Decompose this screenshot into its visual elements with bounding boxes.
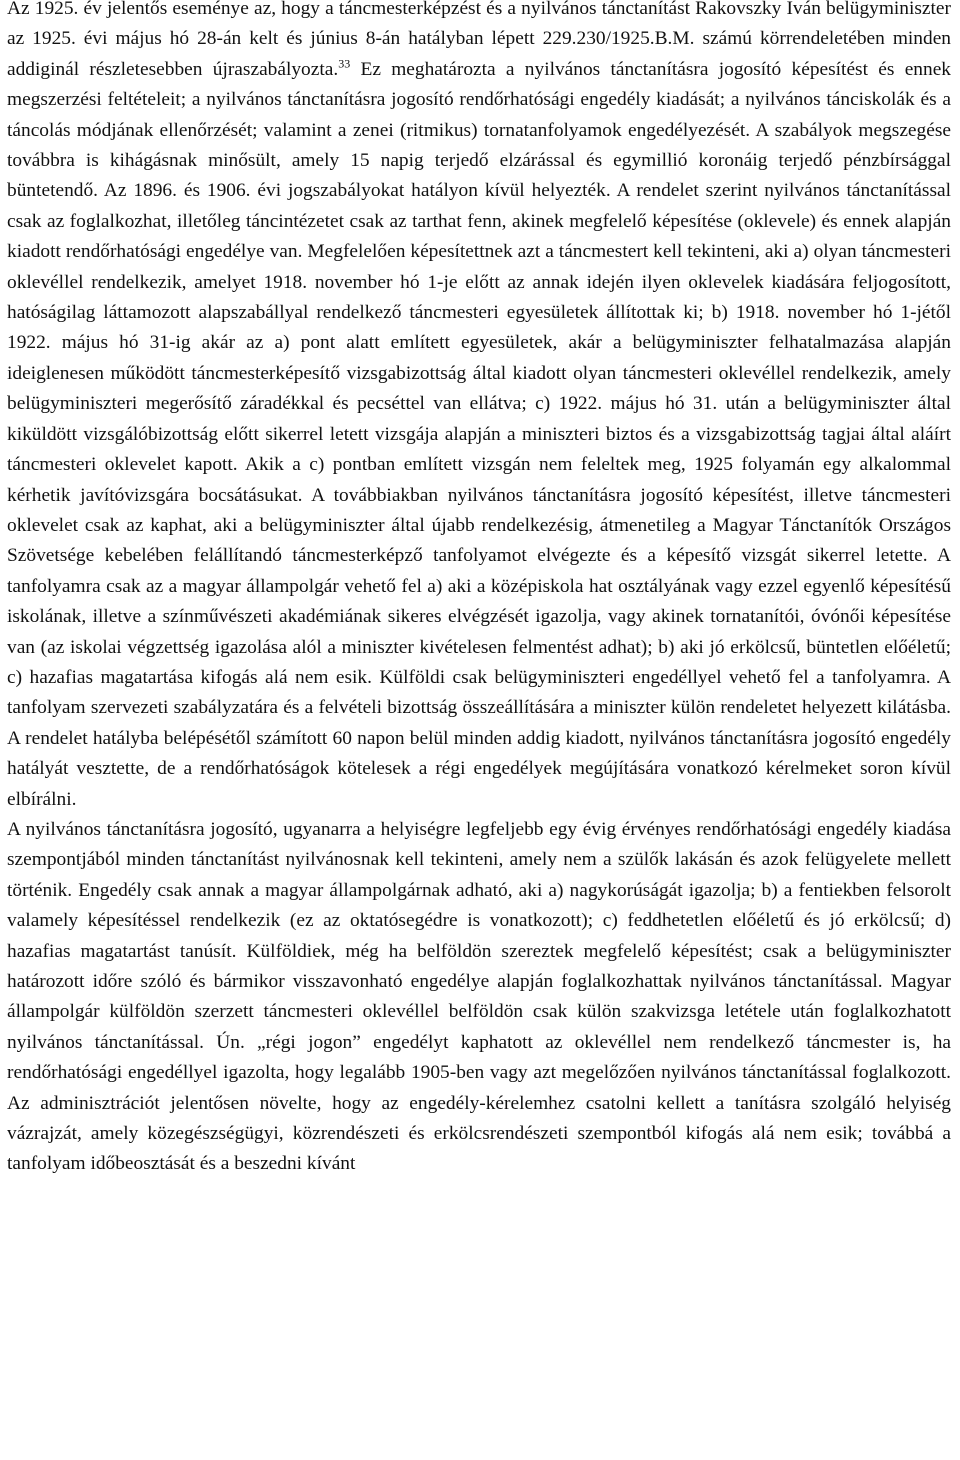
paragraph-2	[7, 815, 951, 1180]
footnote-reference[interactable]: 33	[338, 56, 351, 71]
paragraph-2-text: A nyilvános tánctanításra jogosító, ugyanarra a helyiségre legfeljebb egy évig érvényes rendőrhatósági engedély kiadása szempontjából minden tánctanítást nyilvánosnak kell tekinteni, amely nem a szülők lakásán és azok felügyelete mellett történik. Engedély csak annak a magyar állampolgárnak adható, aki a) nagykorúságát igazolja; b) a fentiekben felsorolt valamely képesítéssel rendelkezik (ez az oktatósegédre is vonatkozott); c) feddhetetlen előéletű és jó erkölcsű; d) hazafias magatartást tanúsít. Külföldiek, még ha belföldön szereztek megfelelő képesítést; csak a belügyminiszter határozott időre szóló és bármikor visszavonható engedélye alapján foglalkozhattak nyilvános tánctanítással. Magyar állampolgár külföldön szerzett táncmesteri oklevéllel belföldön csak külön szakvizsga letétele után foglalkozhatott nyilvános tánctanítással. Ún. „régi jogon” engedélyt kaphatott az oklevéllel nem rendelkező táncmester is, ha rendőrhatósági engedéllyel igazolta, hogy legalább 1905-ben vagy azt megelőzően nyilvános tánctanítással foglalkozott. Az adminisztrációt jelentősen növelte, hogy az engedély-kérelemhez csatolni kellett a tanításra szolgáló helyiség vázrajzát, amely közegészségügyi, közrendészeti és erkölcsrendészeti szempontból kifogás alá nem esik; továbbá a tanfolyam időbeosztását és a beszedni kívánt	[7, 818, 951, 1175]
paragraph-1	[7, 0, 951, 815]
paragraph-1-text-start: Az 1925. év jelentős eseménye az, hogy a táncmesterképzést és a nyilvános tánctanítást Rakovszky Iván belügyminiszter az 1925. évi május hó 28-án kelt és június 8-án hatályban lépett 229.230/1925.B.M. számú körrendeletében minden addiginál részletesebben újraszabályozta.	[7, 0, 951, 80]
paragraph-1-text-rest: Ez meghatározta a nyilvános tánctanításra jogosító képesítést és ennek megszerzési feltételeit; a nyilvános tánctanításra jogosító rendőrhatósági engedély kiadását; a nyilvános tánciskolák és a táncolás módjának ellenőrzését; valamint a zenei (ritmikus) tornatanfolyamok engedélyezését. A szabályok megszegése továbbra is kihágásnak minősült, amely 15 napig terjedő elzárással és egymillió koronáig terjedő pénzbírsággal büntetendő. Az 1896. és 1906. évi jogszabályokat hatályon kívül helyezték. A rendelet szerint nyilvános tánctanítással csak az foglalkozhat, illetőleg táncintézetet csak az tarthat fenn, akinek megfelelő képesítése (oklevele) és ennek alapján kiadott rendőrhatósági engedélye van. Megfelelően képesítettnek azt a táncmestert kell tekinteni, aki a) olyan táncmesteri oklevéllel rendelkezik, amelyet 1918. november hó 1-je előtt az annak idején ilyen oklevelek kiadására feljogosított, hatóságilag láttamozott alapszabállyal rendelkező táncmesteri egyesületek állítottak ki; b) 1918. november hó 1-jétől 1922. május hó 31-ig akár az a) pont alatt említett egyesületek, akár a belügyminiszter felhatalmazása alapján ideiglenesen működött táncmesterképesítő vizsgabizottság által kiadott olyan táncmesteri oklevéllel rendelkezik, amely belügyminiszteri megerősítő záradékkal és pecséttel van ellátva; c) 1922. május hó 31. után a belügyminiszter által kiküldött vizsgálóbizottság előtt sikerrel letett vizsgája alapján a miniszteri biztos és a vizsgabizottság tagjai által aláírt táncmesteri oklevelet kapott. Akik a c) pontban említett vizsgán nem feleltek meg, 1925 folyamán egy alkalommal kérhetik javítóvizsgára bocsátásukat. A továbbiakban nyilvános tánctanításra jogosító képesítést, illetve táncmesteri oklevelet csak az kaphat, aki a belügyminiszter által újabb rendelkezésig, átmenetileg a Magyar Tánctanítók Országos Szövetsége kebelében felállítandó táncmesterképző tanfolyamot elvégezte és a képesítő vizsgát sikerrel letette. A tanfolyamra csak az a magyar állampolgár vehető fel a) aki a középiskola hat osztályának vagy ezzel egyenlő képesítésű iskolának, illetve a színművészeti akadémiának sikeres elvégzését igazolja, vagy akinek tornatanítói, óvónői képesítése van (az iskolai végzettség igazolása alól a miniszter kivételesen felmentést adhat); b) aki jó erkölcsű, büntetlen előéletű; c) hazafias magatartása kifogás alá nem esik. Külföldi csak belügyminiszteri engedéllyel vehető fel a tanfolyamra. A tanfolyam szervezeti szabályzatára és a felvételi bizottság összeállítására a miniszter külön rendeletet helyezett kilátásba. A rendelet hatályba belépésétől számított 60 napon belül minden addig kiadott, nyilvános tánctanításra jogosító engedély hatályát vesztette, de a rendőrhatóságok kötelesek a régi engedélyek megújítására vonatkozó kérelmeket soron kívül elbírálni.	[7, 58, 951, 810]
